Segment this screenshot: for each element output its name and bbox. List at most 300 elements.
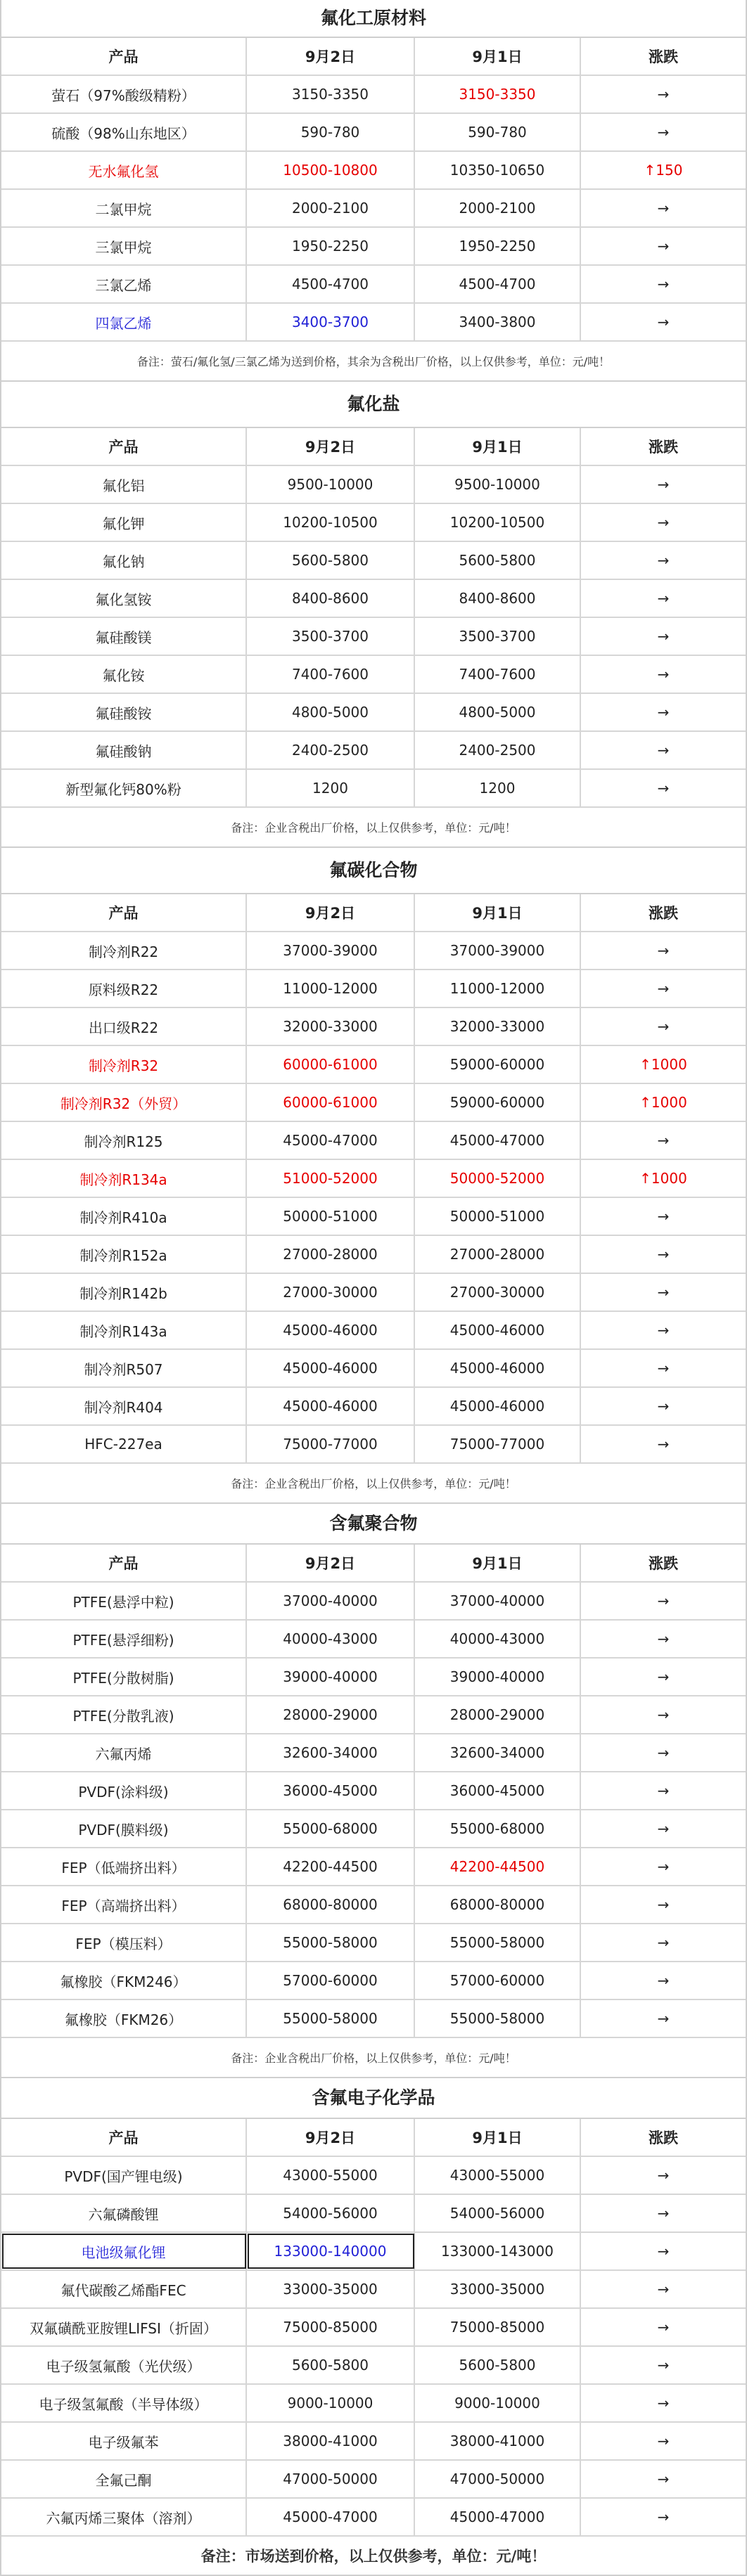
product-cell: 制冷剂R125 [1,1122,247,1159]
change-cell: → [657,590,670,607]
change-cell: → [657,1896,670,1913]
product-cell: 氟化氢铵 [1,580,247,617]
change-cell: → [657,124,670,141]
price-sep1-cell: 40000-43000 [415,1621,581,1657]
change-cell: → [657,1592,670,1609]
change-cell: → [657,1436,670,1453]
price-sep2-cell: 39000-40000 [247,1659,415,1695]
product-cell: 四氯乙烯 [1,304,247,340]
price-sep2-cell: 50000-51000 [247,1198,415,1235]
table-row [1,2423,746,2461]
table-row [1,2461,746,2499]
table-row [1,1886,746,1924]
change-cell: → [657,2319,670,2336]
table-row [1,1008,746,1046]
col-header-product: 产品 [1,2119,247,2156]
price-sep2-cell: 47000-50000 [247,2461,415,2497]
table-row [1,1924,746,1962]
section-title: 氟化盐 [1,382,746,428]
change-cell: → [657,2281,670,2298]
price-sep1-cell: 28000-29000 [415,1696,581,1733]
price-sep1-cell: 7400-7600 [415,656,581,693]
price-sep2-cell: 33000-35000 [247,2271,415,2307]
table-row [1,2233,746,2271]
product-cell: 双氟磺酰亚胺锂LIFSI（折固） [1,2309,247,2345]
product-cell: 氟硅酸钠 [1,732,247,768]
product-cell: 氟橡胶（FKM246） [1,1962,247,1999]
product-cell: 制冷剂R22 [1,932,247,969]
price-sep2-cell: 4500-4700 [247,266,415,302]
table-row [1,1198,746,1236]
price-sep2-cell: 5600-5800 [247,2347,415,2383]
product-cell: 原料级R22 [1,970,247,1007]
price-sep2-cell: 51000-52000 [247,1160,415,1197]
product-cell: 电子级氢氟酸（半导体级） [1,2385,247,2421]
price-sep1-cell: 59000-60000 [415,1084,581,1121]
table-header-row [1,1545,746,1583]
section-note: 备注：企业含税出厂价格，以上仅供参考，单位：元/吨！ [1,2038,746,2078]
col-header-sep1: 9月1日 [415,894,581,931]
change-cell: → [657,1208,670,1225]
product-cell: PVDF(膜料级) [1,1810,247,1847]
col-header-product: 产品 [1,894,247,931]
product-cell: 制冷剂R404 [1,1388,247,1424]
change-cell: → [657,1972,670,1989]
price-sep2-cell: 10200-10500 [247,504,415,541]
table-row [1,1734,746,1772]
price-sep1-cell: 2400-2500 [415,732,581,768]
price-sep2-cell: 10500-10800 [247,152,415,188]
product-cell: 制冷剂R32 [1,1046,247,1083]
price-sep1-cell: 4800-5000 [415,694,581,730]
table-header-row [1,894,746,932]
price-sep1-cell: 37000-39000 [415,932,581,969]
price-sep2-cell: 37000-40000 [247,1583,415,1619]
table-row [1,932,746,970]
table-row [1,190,746,228]
table-row [1,2000,746,2038]
change-cell: → [657,1820,670,1837]
table-row [1,2157,746,2195]
change-cell: → [657,980,670,997]
table-row [1,618,746,656]
col-header-change: 涨跌 [649,1555,678,1572]
product-cell: 氟硅酸铵 [1,694,247,730]
product-cell: 制冷剂R152a [1,1236,247,1273]
change-cell: → [657,1284,670,1301]
product-cell: 六氟磷酸锂 [1,2195,247,2232]
col-header-sep1: 9月1日 [415,2119,581,2156]
price-sep2-cell: 55000-68000 [247,1810,415,1847]
section-fluoride-salts [1,382,746,848]
change-cell: ↑1000 [639,1170,687,1187]
product-cell: 制冷剂R142b [1,1274,247,1310]
change-cell: → [657,2471,670,2487]
table-row [1,76,746,114]
col-header-sep1: 9月1日 [415,1545,581,1581]
table-row [1,2271,746,2309]
price-sep1-cell: 1200 [415,770,581,806]
price-sep2-cell: 45000-46000 [247,1388,415,1424]
product-cell: 出口级R22 [1,1008,247,1045]
change-cell: → [657,1322,670,1339]
price-sep1-cell: 9500-10000 [415,466,581,503]
price-sep1-cell: 45000-46000 [415,1350,581,1386]
price-sep1-cell: 55000-58000 [415,1924,581,1961]
product-cell: FEP（模压料） [1,1924,247,1961]
price-sep1-cell: 37000-40000 [415,1583,581,1619]
product-cell: FEP（低端挤出料） [1,1848,247,1885]
change-cell: → [657,1706,670,1723]
price-sep2-cell: 27000-28000 [247,1236,415,1273]
change-cell: → [657,1668,670,1685]
change-cell: → [657,2243,670,2260]
change-cell: ↑150 [644,162,683,179]
price-sep1-cell: 27000-28000 [415,1236,581,1273]
change-cell: → [657,742,670,759]
price-sep1-cell: 54000-56000 [415,2195,581,2232]
price-sep2-cell: 55000-58000 [247,2000,415,2037]
change-cell: → [657,314,670,330]
table-row [1,1122,746,1160]
product-cell: 氟橡胶（FKM26） [1,2000,247,2037]
price-sep1-cell: 32000-33000 [415,1008,581,1045]
table-row [1,2309,746,2347]
price-sep2-cell: 27000-30000 [247,1274,415,1310]
section-raw-materials [1,0,746,382]
table-row [1,504,746,542]
change-cell: → [657,2205,670,2222]
table-header-row [1,2119,746,2157]
product-cell: PTFE(分散树脂) [1,1659,247,1695]
price-sep1-cell: 4500-4700 [415,266,581,302]
table-row [1,1848,746,1886]
product-cell: 制冷剂R134a [1,1160,247,1197]
change-cell: → [657,514,670,531]
table-row [1,304,746,342]
col-header-product: 产品 [1,428,247,465]
table-row [1,1659,746,1696]
product-cell: 氟化钠 [1,542,247,579]
table-row [1,580,746,618]
price-sep2-cell: 75000-77000 [247,1426,415,1462]
product-cell: 二氯甲烷 [1,190,247,226]
change-cell: → [657,2167,670,2184]
product-cell: 全氟己酮 [1,2461,247,2497]
table-row [1,2385,746,2423]
price-sep1-cell: 11000-12000 [415,970,581,1007]
product-cell: PVDF(国产锂电级) [1,2157,247,2194]
price-sep1-cell: 3500-3700 [415,618,581,655]
col-header-sep2: 9月2日 [247,428,415,465]
change-cell: → [657,2010,670,2027]
table-row [1,2347,746,2385]
table-header-row [1,38,746,76]
change-cell: → [657,2357,670,2374]
col-header-sep1: 9月1日 [415,428,581,465]
change-cell: → [657,200,670,217]
price-sep1-cell: 590-780 [415,114,581,150]
price-sep1-cell: 27000-30000 [415,1274,581,1310]
table-row [1,1160,746,1198]
table-row [1,542,746,580]
price-sep2-cell: 3400-3700 [247,304,415,340]
table-row [1,114,746,152]
price-sep2-cell: 28000-29000 [247,1696,415,1733]
product-cell: 六氟丙烯三聚体（溶剂） [1,2499,247,2535]
price-sep2-cell: 32000-33000 [247,1008,415,1045]
change-cell: → [657,1018,670,1035]
price-sep1-cell: 55000-68000 [415,1810,581,1847]
change-cell: → [657,2509,670,2525]
product-cell: 制冷剂R143a [1,1312,247,1348]
table-row [1,1046,746,1084]
price-sep1-cell: 133000-143000 [415,2233,581,2269]
table-row [1,656,746,694]
price-sep2-cell: 5600-5800 [247,542,415,579]
price-sep1-cell: 2000-2100 [415,190,581,226]
table-row [1,466,746,504]
change-cell: → [657,628,670,645]
price-sep2-cell: 8400-8600 [247,580,415,617]
change-cell: → [657,1132,670,1149]
table-row [1,694,746,732]
price-sep1-cell: 55000-58000 [415,2000,581,2037]
price-sep1-cell: 33000-35000 [415,2271,581,2307]
price-sep2-cell: 133000-140000 [247,2233,415,2269]
price-sep1-cell: 9000-10000 [415,2385,581,2421]
col-header-change: 涨跌 [649,49,678,65]
section-note: 备注：萤石/氟化氢/三氯乙烯为送到价格，其余为含税出厂价格，以上仅供参考，单位：元/吨！ [1,342,746,382]
price-sep2-cell: 75000-85000 [247,2309,415,2345]
price-sep2-cell: 32600-34000 [247,1734,415,1771]
section-note: 备注：企业含税出厂价格，以上仅供参考，单位：元/吨！ [1,1464,746,1504]
change-cell: → [657,1360,670,1377]
change-cell: → [657,1630,670,1647]
price-sep2-cell: 45000-46000 [247,1350,415,1386]
price-sep1-cell: 10350-10650 [415,152,581,188]
price-sep1-cell: 42200-44500 [415,1848,581,1885]
section-title: 含氟聚合物 [1,1504,746,1545]
product-cell: 萤石（97%酸级精粉） [1,76,247,112]
table-row [1,1583,746,1621]
table-row [1,1388,746,1426]
product-cell: FEP（高端挤出料） [1,1886,247,1923]
price-sep2-cell: 40000-43000 [247,1621,415,1657]
product-cell: 氟化铝 [1,466,247,503]
product-cell: PTFE(悬浮中粒) [1,1583,247,1619]
table-row [1,1772,746,1810]
price-sep2-cell: 2400-2500 [247,732,415,768]
table-row [1,1274,746,1312]
section-title: 含氟电子化学品 [1,2078,746,2119]
change-cell: → [657,704,670,721]
table-row [1,1312,746,1350]
change-cell: → [657,1858,670,1875]
product-cell: 无水氟化氢 [1,152,247,188]
price-sep2-cell: 1950-2250 [247,228,415,264]
price-sep2-cell: 11000-12000 [247,970,415,1007]
price-sep1-cell: 5600-5800 [415,542,581,579]
change-cell: → [657,1744,670,1761]
col-header-sep2: 9月2日 [247,2119,415,2156]
table-row [1,152,746,190]
col-header-sep2: 9月2日 [247,894,415,931]
price-sep1-cell: 68000-80000 [415,1886,581,1923]
col-header-sep1: 9月1日 [415,38,581,75]
product-cell: 氟硅酸镁 [1,618,247,655]
change-cell: → [657,2395,670,2411]
table-row [1,1084,746,1122]
product-cell: 三氯乙烯 [1,266,247,302]
price-sep2-cell: 37000-39000 [247,932,415,969]
col-header-product: 产品 [1,38,247,75]
section-note: 备注：企业含税出厂价格，以上仅供参考，单位：元/吨！ [1,808,746,848]
change-cell: → [657,1246,670,1263]
price-sep2-cell: 57000-60000 [247,1962,415,1999]
price-sep1-cell: 5600-5800 [415,2347,581,2383]
change-cell: → [657,1398,670,1415]
price-sep2-cell: 9500-10000 [247,466,415,503]
section-title: 氟碳化合物 [1,848,746,894]
price-sep2-cell: 7400-7600 [247,656,415,693]
change-cell: → [657,780,670,797]
price-sep1-cell: 10200-10500 [415,504,581,541]
change-cell: → [657,1782,670,1799]
price-sep1-cell: 1950-2250 [415,228,581,264]
price-sep2-cell: 45000-46000 [247,1312,415,1348]
change-cell: ↑1000 [639,1056,687,1073]
price-sep2-cell: 38000-41000 [247,2423,415,2459]
price-sep1-cell: 50000-52000 [415,1160,581,1197]
product-cell: 硫酸（98%山东地区） [1,114,247,150]
change-cell: → [657,552,670,569]
section-note: 备注：市场送到价格，以上仅供参考，单位：元/吨！ [1,2537,746,2576]
product-cell: 氟化钾 [1,504,247,541]
price-sep2-cell: 60000-61000 [247,1084,415,1121]
price-sep1-cell: 75000-85000 [415,2309,581,2345]
price-sep1-cell: 75000-77000 [415,1426,581,1462]
price-sep2-cell: 45000-47000 [247,2499,415,2535]
product-cell: 电池级氟化锂 [1,2233,247,2269]
product-cell: 氟代碳酸乙烯酯FEC [1,2271,247,2307]
change-cell: → [657,1934,670,1951]
change-cell: → [657,2433,670,2449]
price-sep1-cell: 50000-51000 [415,1198,581,1235]
price-sep1-cell: 3150-3350 [415,76,581,112]
product-cell: 制冷剂R507 [1,1350,247,1386]
price-sep1-cell: 47000-50000 [415,2461,581,2497]
price-sep1-cell: 32600-34000 [415,1734,581,1771]
price-sep1-cell: 38000-41000 [415,2423,581,2459]
price-sep2-cell: 2000-2100 [247,190,415,226]
change-cell: → [657,476,670,493]
table-row [1,1621,746,1659]
col-header-sep2: 9月2日 [247,1545,415,1581]
product-cell: 氟化铵 [1,656,247,693]
change-cell: → [657,276,670,292]
change-cell: ↑1000 [639,1094,687,1111]
section-fluorocarbons [1,848,746,1504]
price-sep2-cell: 590-780 [247,114,415,150]
price-sep2-cell: 43000-55000 [247,2157,415,2194]
price-sep2-cell: 60000-61000 [247,1046,415,1083]
col-header-change: 涨跌 [649,439,678,456]
price-sep1-cell: 45000-46000 [415,1388,581,1424]
table-row [1,1426,746,1464]
price-sep1-cell: 59000-60000 [415,1046,581,1083]
product-cell: 制冷剂R410a [1,1198,247,1235]
table-row [1,1236,746,1274]
col-header-change: 涨跌 [649,2130,678,2146]
table-row [1,1696,746,1734]
change-cell: → [657,238,670,255]
price-sep2-cell: 45000-47000 [247,1122,415,1159]
table-row [1,1962,746,2000]
table-row [1,2499,746,2537]
product-cell: 制冷剂R32（外贸） [1,1084,247,1121]
table-header-row [1,428,746,466]
col-header-sep2: 9月2日 [247,38,415,75]
price-sep1-cell: 39000-40000 [415,1659,581,1695]
price-sep1-cell: 45000-47000 [415,1122,581,1159]
product-cell: 六氟丙烯 [1,1734,247,1771]
product-cell: 电子级氢氟酸（光伏级） [1,2347,247,2383]
price-sep2-cell: 68000-80000 [247,1886,415,1923]
price-sep2-cell: 3150-3350 [247,76,415,112]
change-cell: → [657,942,670,959]
product-cell: 三氯甲烷 [1,228,247,264]
table-row [1,732,746,770]
price-sep1-cell: 43000-55000 [415,2157,581,2194]
table-row [1,1810,746,1848]
price-sep1-cell: 45000-46000 [415,1312,581,1348]
product-cell: PVDF(涂料级) [1,1772,247,1809]
price-sep1-cell: 8400-8600 [415,580,581,617]
price-sep2-cell: 3500-3700 [247,618,415,655]
section-fluoropolymers [1,1504,746,2078]
product-cell: PTFE(悬浮细粉) [1,1621,247,1657]
section-electronic-chemicals [1,2078,746,2576]
price-sep2-cell: 42200-44500 [247,1848,415,1885]
section-title: 氟化工原材料 [1,0,746,38]
change-cell: → [657,86,670,103]
product-cell: PTFE(分散乳液) [1,1696,247,1733]
price-sep1-cell: 36000-45000 [415,1772,581,1809]
change-cell: → [657,666,670,683]
price-sep2-cell: 54000-56000 [247,2195,415,2232]
col-header-product: 产品 [1,1545,247,1581]
price-sep2-cell: 55000-58000 [247,1924,415,1961]
price-sep2-cell: 1200 [247,770,415,806]
table-row [1,2195,746,2233]
price-sep1-cell: 3400-3800 [415,304,581,340]
price-sep2-cell: 9000-10000 [247,2385,415,2421]
product-cell: 新型氟化钙80%粉 [1,770,247,806]
price-sep2-cell: 36000-45000 [247,1772,415,1809]
product-cell: HFC-227ea [1,1426,247,1462]
price-sep1-cell: 45000-47000 [415,2499,581,2535]
table-row [1,770,746,808]
product-cell: 电子级氟苯 [1,2423,247,2459]
price-sep1-cell: 57000-60000 [415,1962,581,1999]
table-row [1,1350,746,1388]
table-row [1,970,746,1008]
table-row [1,228,746,266]
table-row [1,266,746,304]
price-sep2-cell: 4800-5000 [247,694,415,730]
col-header-change: 涨跌 [649,905,678,922]
